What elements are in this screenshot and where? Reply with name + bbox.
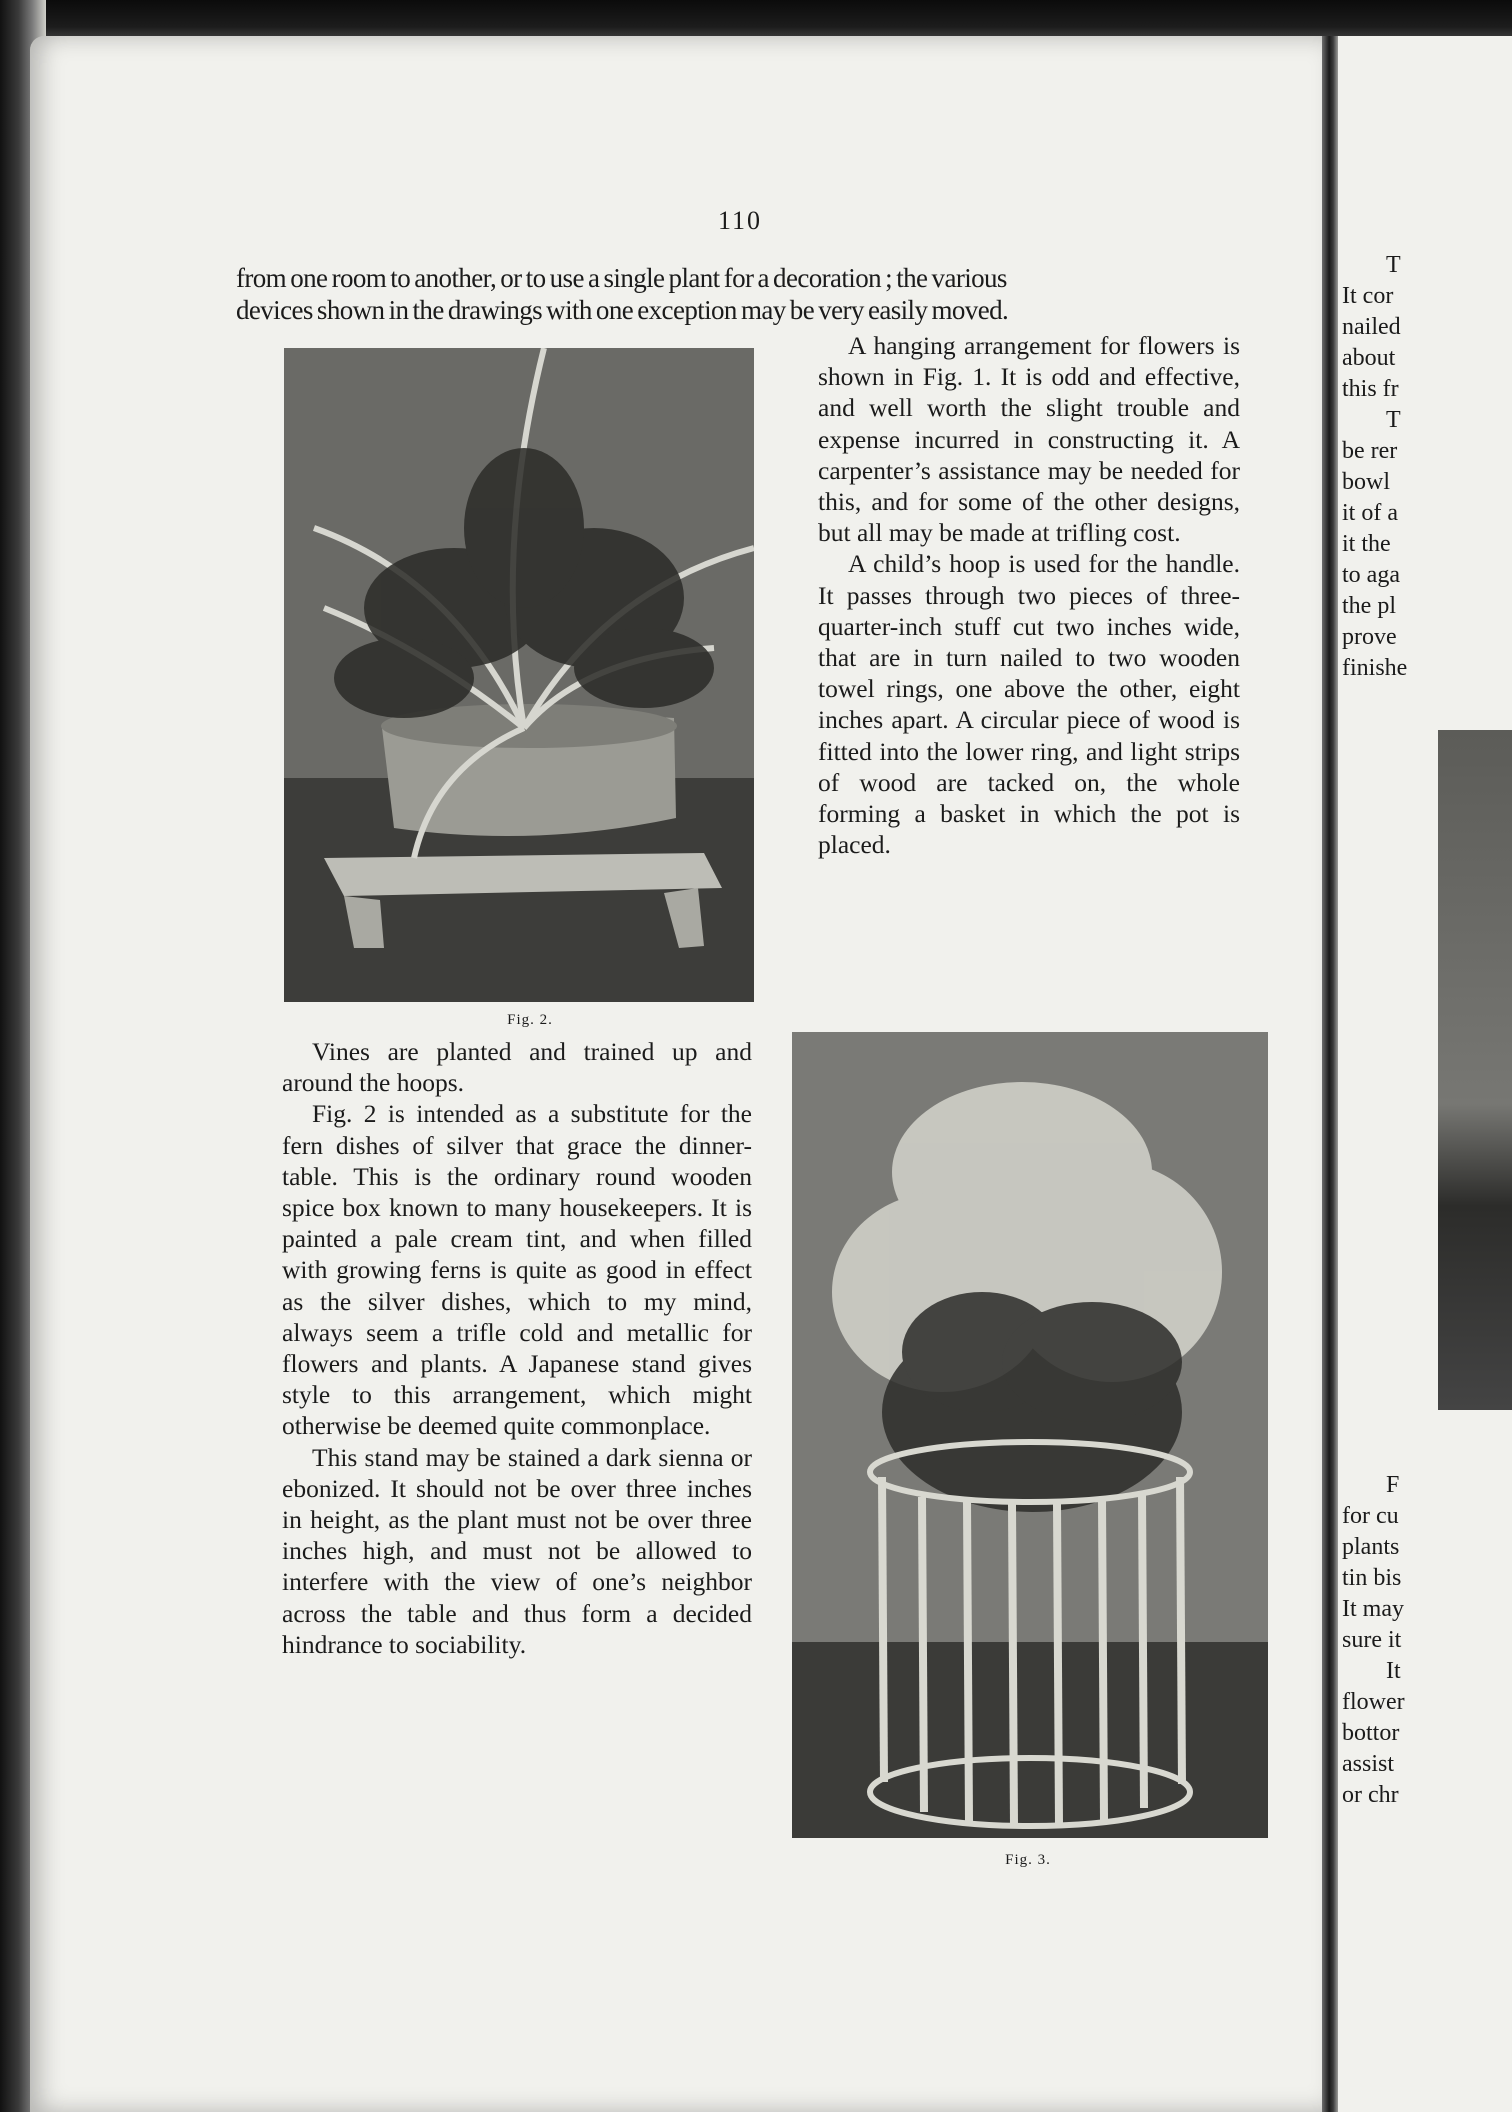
figure-3-caption: Fig. 3. xyxy=(1005,1852,1051,1868)
facing-page-line: sure it xyxy=(1342,1627,1402,1653)
facing-page-line: it of a xyxy=(1342,500,1398,526)
facing-page-line: F xyxy=(1386,1472,1400,1498)
facing-page-line: bottor xyxy=(1342,1720,1400,1746)
facing-page-line: It may xyxy=(1342,1596,1404,1622)
scan-top-border xyxy=(0,0,1512,38)
facing-page-line: to aga xyxy=(1342,562,1400,588)
vine-basket-illustration xyxy=(792,1032,1268,1838)
facing-page-line: or chr xyxy=(1342,1782,1399,1808)
facing-page-line: prove xyxy=(1342,624,1397,650)
facing-page-line: flower xyxy=(1342,1689,1405,1715)
left-column xyxy=(282,1036,752,1660)
figure-2-caption: Fig. 2. xyxy=(507,1012,553,1028)
figure-2-photo xyxy=(284,348,754,1002)
facing-page-line: T xyxy=(1386,407,1401,433)
facing-page-line: for cu xyxy=(1342,1503,1399,1529)
facing-page-line: tin bis xyxy=(1342,1565,1402,1591)
opening-line-1: from one room to another, or to use a single plant for a decoration ; the various xyxy=(236,263,1007,293)
facing-page-line: It cor xyxy=(1342,283,1394,309)
left-paragraph-3: This stand may be stained a dark sienna or ebonized. It should not be over three inches in height, as the plant must not be over three inches high, and must not be allowed to interfere with the view of one’s neighbor across the table and thus form a decided hindrance to sociability. xyxy=(282,1442,752,1659)
facing-page-line: it the xyxy=(1342,531,1391,557)
right-column xyxy=(818,330,1240,860)
facing-page-line: assist xyxy=(1342,1751,1395,1777)
opening-line-2: devices shown in the drawings with one exception may be very easily moved. xyxy=(236,295,1009,325)
facing-page-line: It xyxy=(1386,1658,1401,1684)
left-paragraph-1: Vines are planted and trained up and around the hoops. xyxy=(282,1037,752,1098)
facing-page-line: this fr xyxy=(1342,376,1399,402)
facing-page-line: bowl xyxy=(1342,469,1390,495)
facing-page-line: the pl xyxy=(1342,593,1396,619)
facing-page-line: about xyxy=(1342,345,1396,371)
facing-page-line: plants xyxy=(1342,1534,1400,1560)
facing-page-line: T xyxy=(1386,252,1401,278)
book-gutter xyxy=(1322,36,1338,2112)
facing-page-line: nailed xyxy=(1342,314,1401,340)
fern-illustration xyxy=(284,348,754,1002)
facing-page-line: be rer xyxy=(1342,438,1398,464)
right-paragraph-1: A hanging arrangement for flowers is shown in Fig. 1. It is odd and effective, and well worth the slight trouble and expense incurred in constructing it. A carpenter’s assistance may be needed for this, and for some of the other designs, but all may be made at trifling cost. xyxy=(818,331,1240,548)
right-paragraph-2: A child’s hoop is used for the handle. It passes through two pieces of three-quarter-inch stuff cut two inches wide, that are in turn nailed to two wooden towel rings, one above the other, eight inches apart. A circular piece of wood is fitted into the lower ring, and light strips of wood are tacked on, the whole forming a basket in which the pot is placed. xyxy=(818,549,1240,860)
facing-page-line: finishe xyxy=(1342,655,1408,681)
facing-page-image xyxy=(1438,730,1512,1410)
page-number: 110 xyxy=(717,206,763,235)
left-paragraph-2: Fig. 2 is intended as a substitute for the fern dishes of silver that grace the dinner-table. This is the ordinary round wooden spice box known to many housekeepers. It is painted a pale cream tint, and when filled with growing ferns is quite as good in effect as the silver dishes, which to my mind, always seem a trifle cold and metallic for flowers and plants. A Japanese stand gives style to this arrangement, which might otherwise be deemed quite commonplace. xyxy=(282,1099,752,1441)
figure-3-photo xyxy=(792,1032,1268,1838)
